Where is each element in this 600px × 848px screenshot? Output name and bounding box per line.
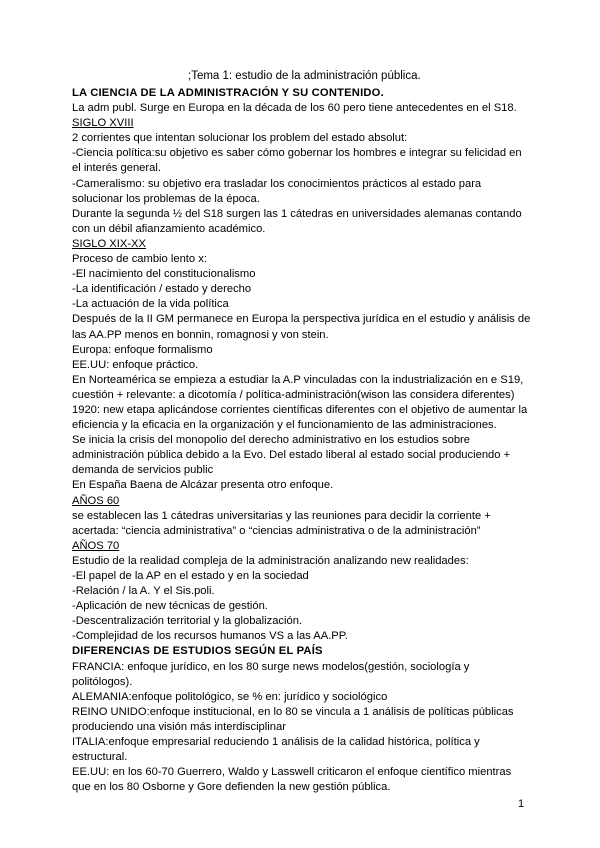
text-line: que en los 80 Osborne y Gore defienden la new gestión pública.	[72, 781, 391, 794]
text-line: FRANCIA: enfoque jurídico, en los 80 surge news modelos(gestión, sociología y	[72, 660, 470, 673]
text-line: solucionar los problemas de la época.	[72, 192, 260, 205]
text-line: -El nacimiento del constitucionalismo	[72, 268, 256, 281]
text-line: En Norteamérica se empieza a estudiar la A.P vinculadas con la industrialización en e S19,	[72, 373, 524, 386]
text-line: Europa: enfoque formalismo	[72, 343, 213, 356]
text-line: EE.UU: en los 60-70 Guerrero, Waldo y Lasswell criticaron el enfoque científico mientras	[72, 766, 512, 779]
text-line: En España Baena de Alcázar presenta otro enfoque.	[72, 479, 334, 492]
text-line: -Descentralización territorial y la globalización.	[72, 615, 303, 628]
text-line: politólogos).	[72, 675, 133, 688]
text-line: demanda de servicios public	[72, 464, 214, 477]
text-line: -Ciencia política:su objetivo es saber cómo gobernar los hombres e integrar su felicidad en	[72, 147, 522, 160]
text-line: acertada: “ciencia administrativa” o “ciencias administrativa o de la administración”	[72, 524, 481, 537]
text-line: las AA.PP menos en bonnin, romagnosi y von stein.	[72, 328, 329, 341]
text-line: 2 corrientes que intentan solucionar los problem del estado absolut:	[72, 132, 408, 145]
document-top-title: ;Tema 1: estudio de la administración pública.	[188, 70, 421, 82]
text-line: Durante la segunda ½ del S18 surgen las 1 cátedras en universidades alemanas contando	[72, 207, 522, 220]
text-line: produciendo una visión más interdisciplinar	[72, 720, 286, 733]
text-line: eficiencia y la eficacia en la organización y el funcionamiento de las administraciones.	[72, 419, 497, 432]
page-number: 1	[518, 798, 525, 810]
text-line: se establecen las 1 cátedras universitarias y las reuniones para decidir la corriente +	[72, 509, 491, 522]
subsection-heading: AÑOS 70	[72, 539, 120, 552]
document-body	[72, 86, 542, 795]
section-heading: DIFERENCIAS DE ESTUDIOS SEGÚN EL PAÍS	[72, 645, 323, 658]
text-line: EE.UU: enfoque práctico.	[72, 358, 199, 371]
text-line: el interés general.	[72, 162, 161, 175]
text-line: -La identificación / estado y derecho	[72, 283, 252, 296]
subsection-heading: AÑOS 60	[72, 494, 120, 507]
text-line: -El papel de la AP en el estado y en la sociedad	[72, 570, 309, 582]
text-line: Proceso de cambio lento x:	[72, 253, 207, 266]
text-line: -Relación / la A. Y el Sis.poli.	[72, 585, 215, 598]
text-line: ITALIA:enfoque empresarial reduciendo 1 análisis de la calidad histórica, política y	[72, 736, 480, 749]
section-heading: LA CIENCIA DE LA ADMINISTRACIÓN Y SU CONTENIDO.	[72, 87, 384, 99]
text-line: con un débil afianzamiento académico.	[72, 222, 266, 235]
subsection-heading: SIGLO XIX-XX	[72, 237, 146, 250]
text-line: -Complejidad de los recursos humanos VS a las AA.PP.	[72, 630, 348, 643]
text-line: estructural.	[72, 751, 128, 764]
text-line: Se inicia la crisis del monopolio del derecho administrativo en los estudios sobre	[72, 434, 470, 447]
text-line: Después de la II GM permanece en Europa la perspectiva jurídica en el estudio y análisis de	[72, 313, 531, 326]
text-line: ALEMANIA:enfoque politológico, se % en: jurídico y sociológico	[72, 690, 388, 703]
text-line: administración pública debido a la Evo. Del estado liberal al estado social produciendo +	[72, 449, 511, 462]
text-line: -La actuación de la vida política	[72, 298, 229, 311]
subsection-heading: SIGLO XVIII	[72, 117, 134, 130]
text-line: 1920: new etapa aplicándose corrientes científicas diferentes con el objetivo de aumentar la	[72, 403, 528, 416]
text-line: -Aplicación de new técnicas de gestión.	[72, 600, 268, 613]
text-line: -Cameralismo: su objetivo era trasladar los conocimientos prácticos al estado para	[72, 177, 482, 190]
text-line: Estudio de la realidad compleja de la administración analizando new realidades:	[72, 554, 469, 567]
text-line: REINO UNIDO:enfoque institucional, en lo 80 se vincula a 1 análisis de políticas públicas	[72, 705, 514, 718]
text-line: cuestión + relevante: a dicotomía / política-administración(wison las considera diferentes)	[72, 388, 515, 401]
text-line: La adm publ. Surge en Europa en la década de los 60 pero tiene antecedentes en el S18.	[72, 102, 517, 115]
